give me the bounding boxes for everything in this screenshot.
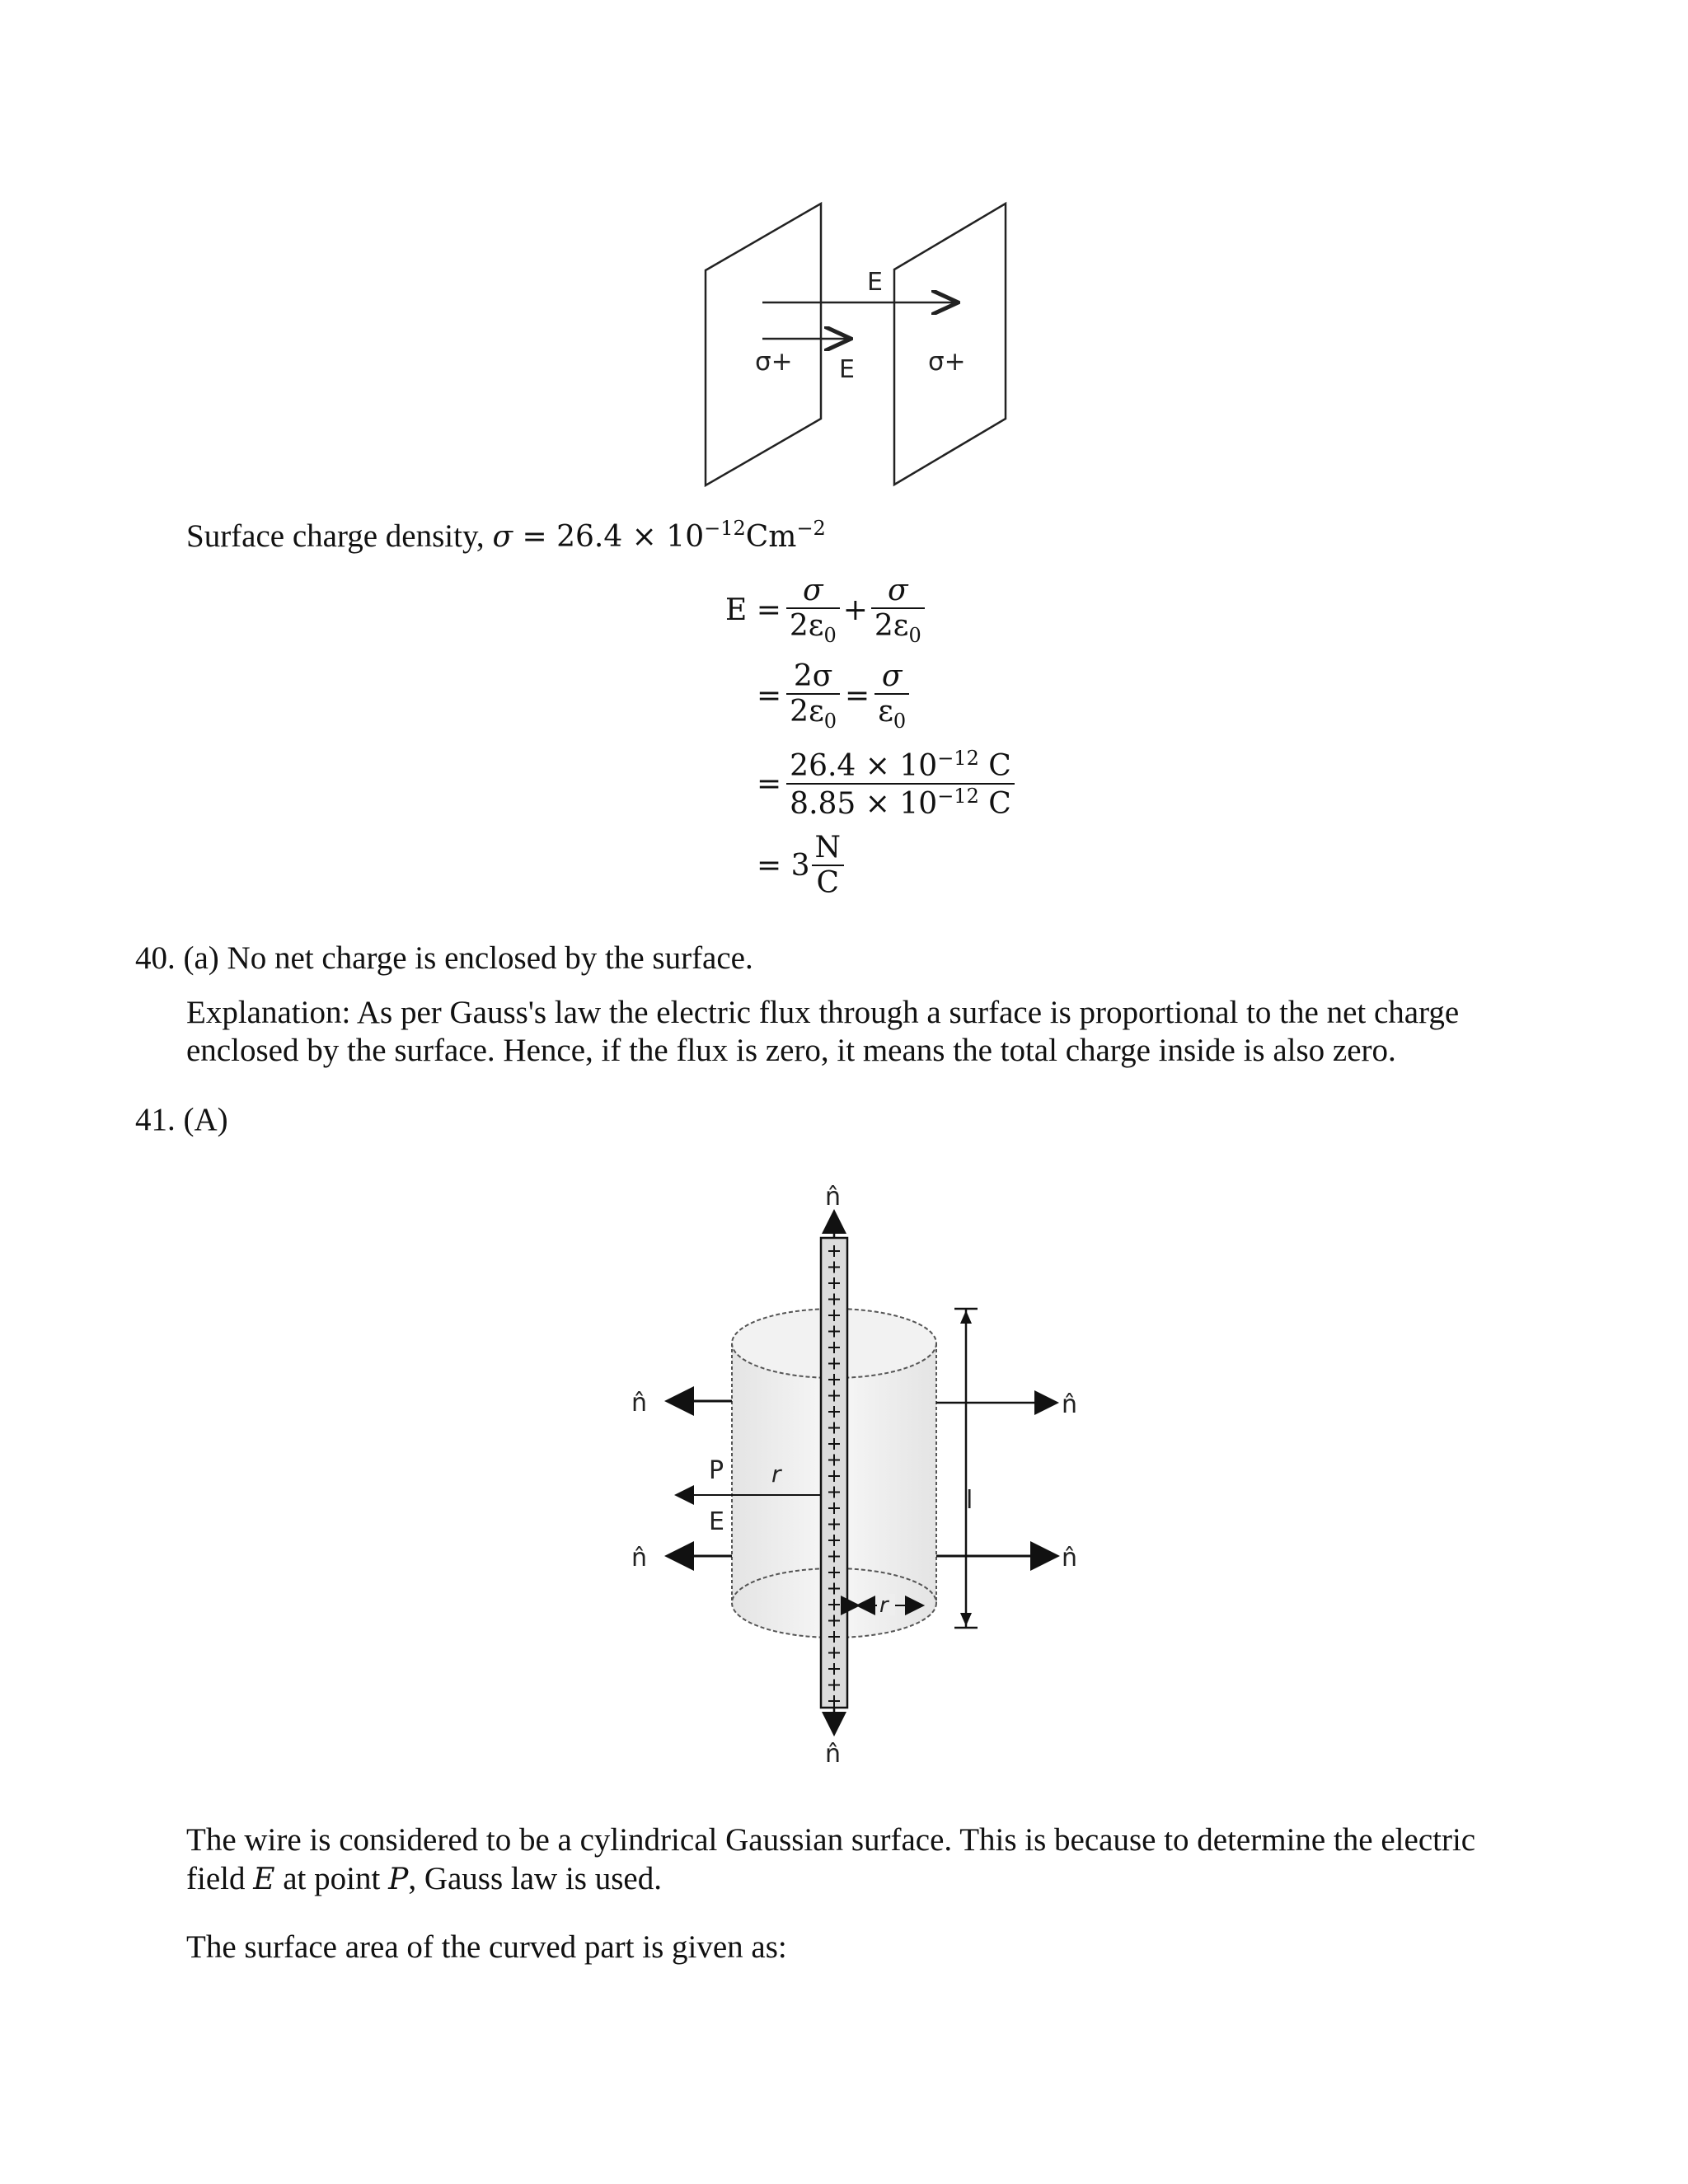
equation-line-4 <box>757 831 844 900</box>
eq1-lhs: E = <box>725 593 781 628</box>
field-e-label: E <box>709 1507 724 1536</box>
eq3-den-exp: −12 <box>937 785 979 808</box>
eq4-num: N <box>812 831 845 866</box>
eq2-fraction-2 <box>874 659 909 733</box>
normal-right-upper-label: n̂ <box>1062 1390 1078 1419</box>
equation-line-3 <box>757 747 1015 821</box>
conclusion-line-3: The surface area of the curved part is given as: <box>186 1929 787 1965</box>
eq2-num2: σ <box>874 659 909 695</box>
length-label: l <box>966 1486 973 1515</box>
eq2-lhs: = <box>757 679 782 714</box>
q41-heading: 41. (A) <box>135 1102 228 1137</box>
eq1-fraction-2 <box>871 574 925 647</box>
eq2-sub2: 0 <box>893 710 907 733</box>
normal-top-label: n̂ <box>825 1183 842 1212</box>
eq1-den2: 2ε <box>874 609 909 643</box>
left-plate <box>706 204 821 485</box>
eq1-num1: σ <box>786 574 840 609</box>
eq4-lhs: = 3 <box>757 848 810 883</box>
eq3-num: 26.4 × 10 <box>790 749 938 783</box>
density-exponent: −12 <box>704 517 746 540</box>
eq1-fraction-1 <box>786 574 840 647</box>
eq1-num2: σ <box>871 574 925 609</box>
sigma-symbol: σ <box>492 520 513 554</box>
eq2-sub1: 0 <box>823 710 837 733</box>
density-value: 26.4 × 10 <box>556 520 705 554</box>
eq1-sub1: 0 <box>823 624 837 648</box>
eq2-num1: 2σ <box>786 659 840 695</box>
eq3-den-unit: C <box>978 787 1011 821</box>
eq3-num-unit: C <box>978 749 1011 783</box>
q40-explanation-line-2: enclosed by the surface. Hence, if the flux is zero, it means the total charge inside is also zero. <box>186 1033 1396 1068</box>
conclusion-line-2-prefix: field <box>186 1861 254 1896</box>
normal-right-lower-label: n̂ <box>1062 1544 1078 1572</box>
right-plate <box>894 204 1006 485</box>
eq3-num-exp: −12 <box>937 747 979 770</box>
normal-left-lower-label: n̂ <box>631 1544 648 1572</box>
conclusion-line-2-suffix: , Gauss law is used. <box>408 1861 662 1896</box>
equation-line-2 <box>757 659 909 733</box>
eq1-den1: 2ε <box>789 609 824 643</box>
eq2-den1: 2ε <box>790 695 824 729</box>
eq4-den: C <box>816 866 840 900</box>
surface-charge-density-line <box>186 509 826 556</box>
wire-charge-signs <box>828 1245 840 1707</box>
q40-explanation-line-1: Explanation: As per Gauss's law the electric flux through a surface is proportional to the net charge <box>186 995 1460 1030</box>
eq2-operator: = <box>845 679 870 714</box>
gaussian-cylinder-figure <box>610 1170 1104 1797</box>
eq1-operator: + <box>842 593 868 628</box>
field-label-bottom: E <box>839 355 855 384</box>
equals-sign: = <box>513 520 557 554</box>
eq2-den2: ε <box>878 695 893 729</box>
eq1-sub2: 0 <box>908 624 921 648</box>
normal-left-upper-label: n̂ <box>631 1389 648 1418</box>
conclusion-symbol-e: E <box>253 1863 275 1896</box>
radius-label: r <box>771 1460 781 1488</box>
right-plate-charge-label: σ+ <box>928 347 966 377</box>
conclusion-symbol-p: P <box>388 1863 409 1896</box>
point-p-label: P <box>709 1456 724 1485</box>
radius-bottom-label: r <box>879 1593 889 1618</box>
eq2-fraction-1 <box>786 659 840 733</box>
conclusion-line-1: The wire is considered to be a cylindrical Gaussian surface. This is because to determine the electric <box>186 1822 1476 1858</box>
conclusion-line-2 <box>186 1860 662 1899</box>
eq3-den: 8.85 × 10 <box>790 787 938 821</box>
surface-charge-density-label: Surface charge density, <box>186 518 493 554</box>
equation-line-1 <box>725 574 925 647</box>
density-unit: Cm <box>745 520 797 554</box>
parallel-plates-figure <box>676 185 1022 499</box>
eq3-lhs: = <box>757 766 782 801</box>
eq3-fraction <box>786 747 1015 821</box>
density-unit-exponent: −2 <box>796 517 826 540</box>
field-label-top: E <box>867 268 883 297</box>
conclusion-line-2-mid: at point <box>274 1861 389 1896</box>
left-plate-charge-label: σ+ <box>755 347 793 377</box>
q40-heading: 40. (a) No net charge is enclosed by the surface. <box>135 940 753 976</box>
eq4-fraction <box>812 831 845 900</box>
normal-bottom-label: n̂ <box>825 1740 842 1769</box>
